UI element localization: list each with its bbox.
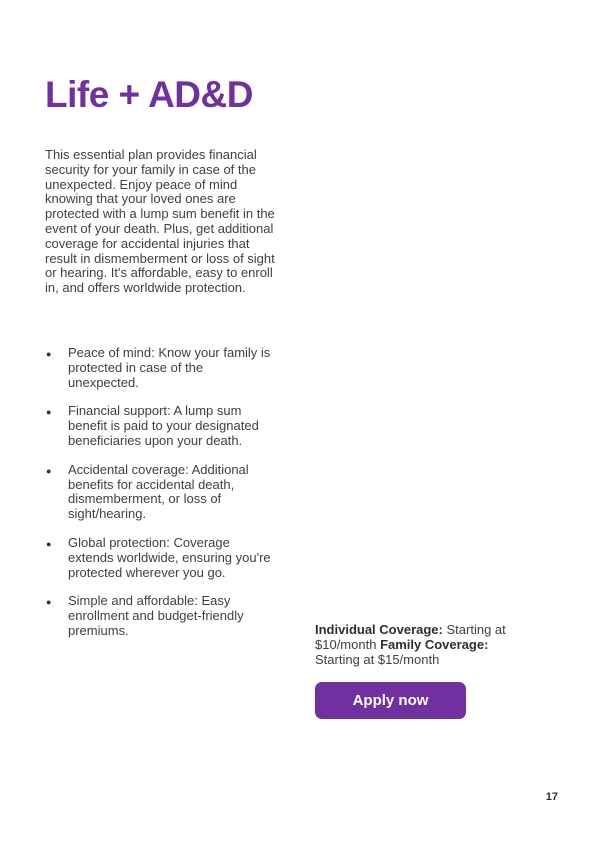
pricing-text	[315, 622, 527, 667]
bullet-icon: ●	[46, 538, 52, 549]
apply-now-button[interactable]: Apply now	[315, 682, 466, 719]
coverage-panel	[315, 622, 527, 719]
bullet-icon: ●	[46, 597, 52, 608]
list-item	[45, 463, 277, 522]
list-item-text: Accidental coverage: Additional benefits for accidental death, dismemberment, or loss of sight/hearing.	[68, 461, 249, 522]
bullet-icon: ●	[46, 465, 52, 476]
page-number: 17	[545, 791, 558, 803]
bullet-icon: ●	[46, 349, 52, 359]
bullet-icon: ●	[46, 407, 52, 418]
page-title: Life + AD&D	[45, 74, 253, 115]
list-item	[45, 594, 277, 638]
list-item-text: Global protection: Coverage extends worldwide, ensuring you're protected wherever you go.	[68, 534, 271, 580]
family-coverage-value: Starting at $15/month	[315, 652, 440, 667]
family-coverage-label: Family Coverage:	[380, 637, 489, 652]
list-item	[45, 346, 277, 390]
list-item-text: Financial support: A lump sum benefit is paid to your designated beneficiaries upon your death.	[68, 403, 259, 448]
list-item	[45, 404, 277, 448]
intro-paragraph: This essential plan provides financial security for your family in case of the unexpected. Enjoy peace of mind knowing that your loved ones are protected with a lump sum benefit in the event of your death. Plus, get additional coverage for accidental injuries that result in dismemberment or loss of sight or hearing. It's affordable, easy to enroll in, and offers worldwide protection.	[45, 147, 275, 296]
benefits-list	[45, 346, 277, 653]
individual-coverage-value: Starting at $10/month	[315, 622, 506, 652]
individual-coverage-label: Individual Coverage:	[315, 622, 443, 637]
list-item-text: Simple and affordable: Easy enrollment and budget-friendly premiums.	[68, 593, 244, 638]
list-item-text: Peace of mind: Know your family is protected in case of the unexpected.	[68, 345, 271, 390]
list-item	[45, 536, 277, 580]
